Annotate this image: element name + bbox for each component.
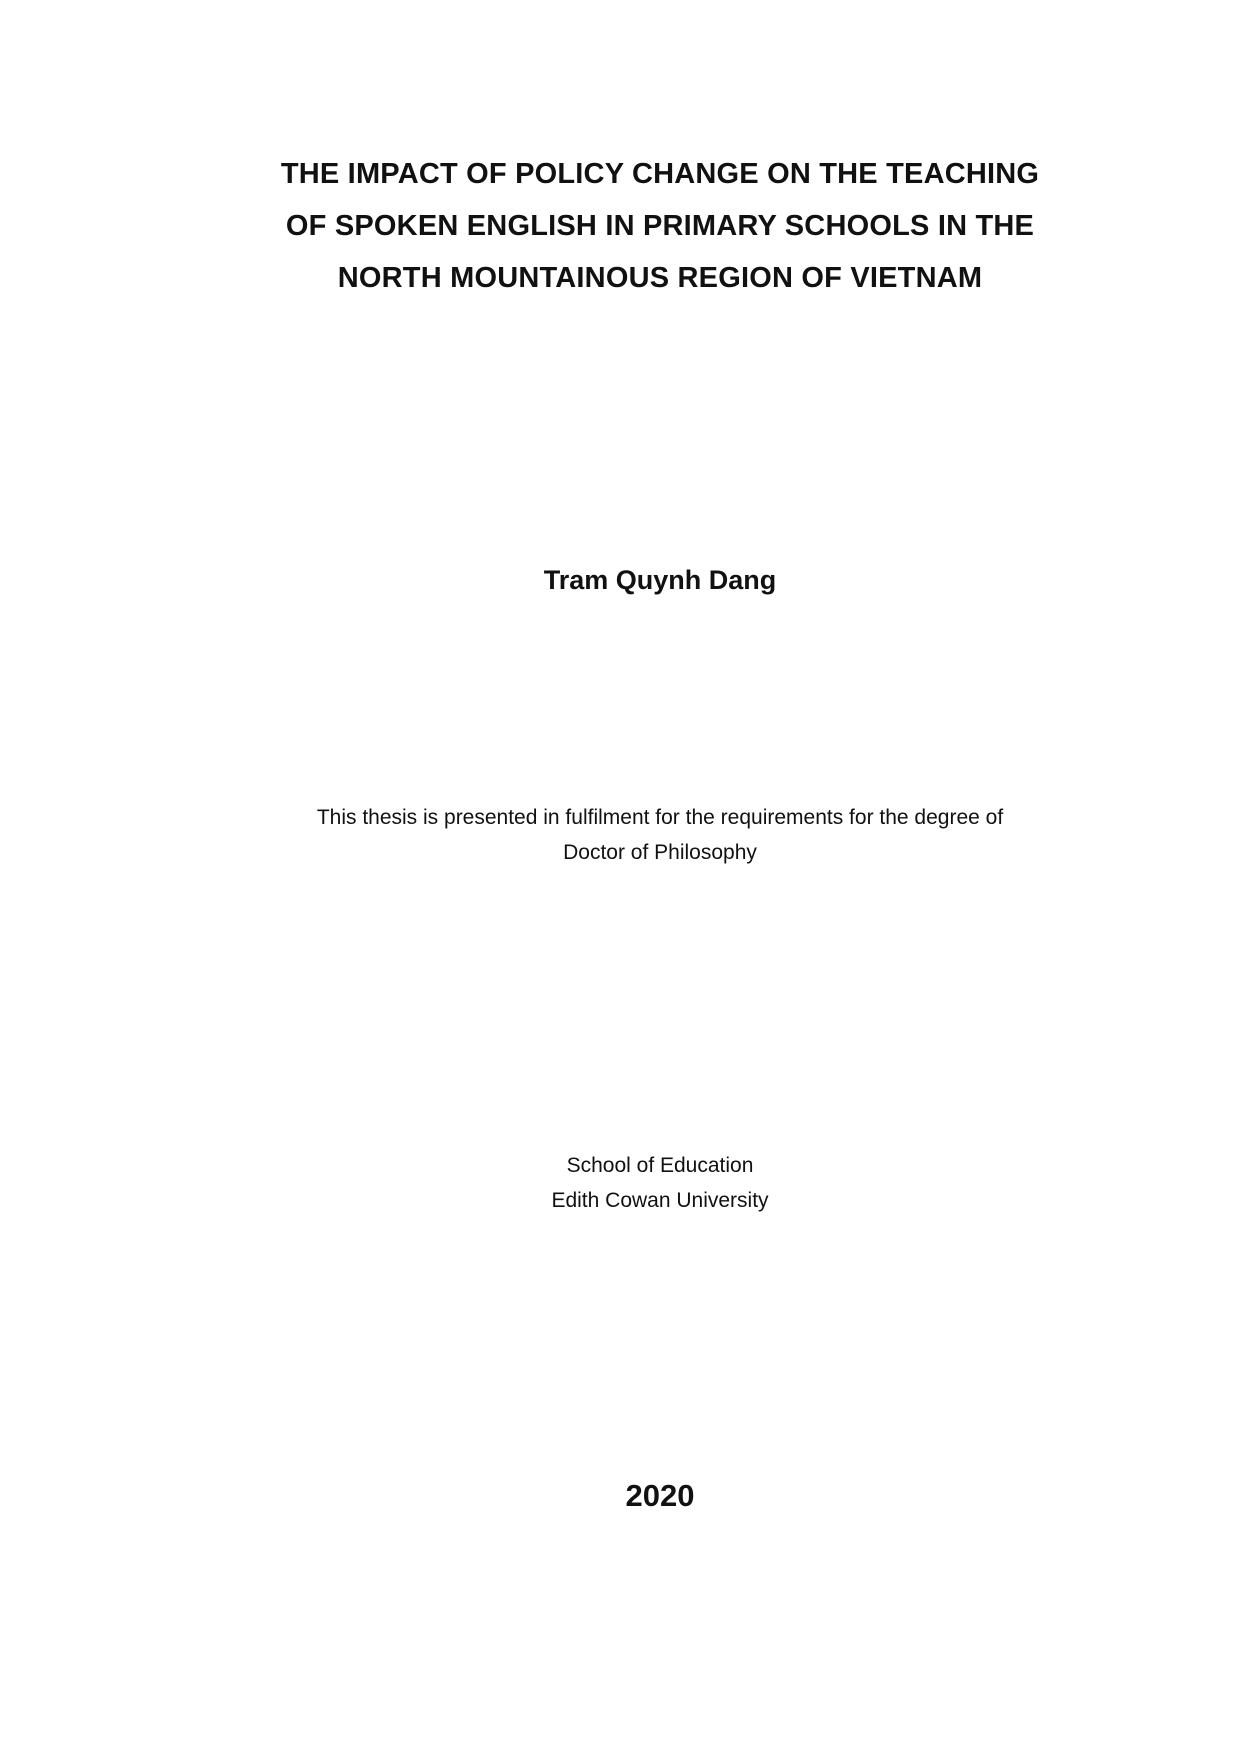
degree-statement-line-2: Doctor of Philosophy [563,841,757,864]
degree-statement [230,800,1090,870]
thesis-title-line-3: NORTH MOUNTAINOUS REGION OF VIETNAM [337,262,983,294]
thesis-title [230,148,1090,304]
thesis-title-line-1: THE IMPACT OF POLICY CHANGE ON THE TEACHING [280,158,1040,190]
university-name: Edith Cowan University [551,1189,769,1212]
institution-block [230,1148,1090,1218]
school-name: School of Education [566,1154,754,1177]
thesis-title-line-2: OF SPOKEN ENGLISH IN PRIMARY SCHOOLS IN THE [285,210,1035,242]
degree-statement-line-1: This thesis is presented in fulfilment for the requirements for the degree of [316,806,1004,829]
submission-year: 2020 [625,1478,695,1513]
author-name: Tram Quynh Dang [543,565,777,595]
